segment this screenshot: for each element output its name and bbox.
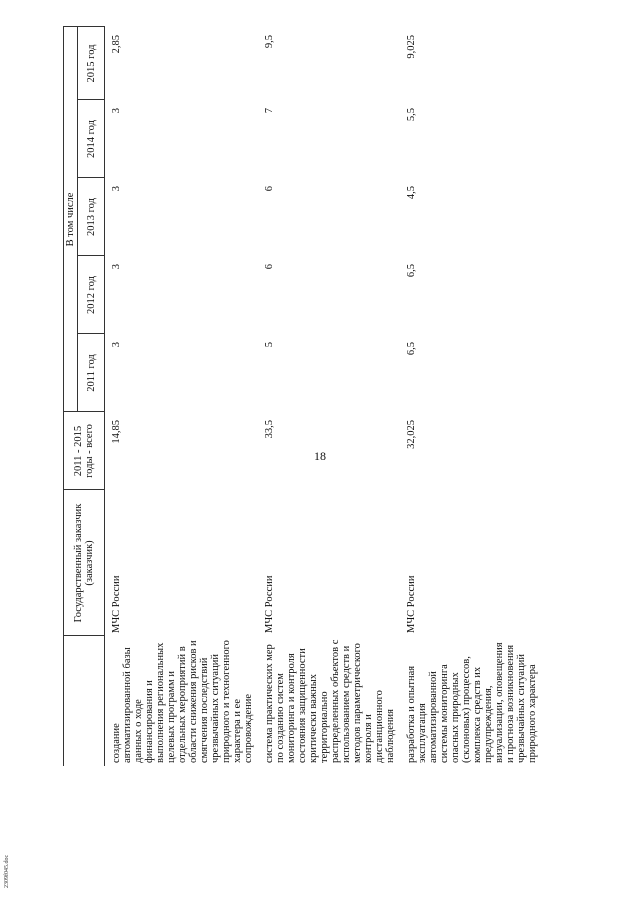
row-2013: 4,5 <box>406 186 417 200</box>
row-2011: 6,5 <box>406 342 417 356</box>
table-row <box>105 27 259 766</box>
header-year-2011: 2011 год <box>78 334 105 412</box>
footer-file-code: 2309f045.doc <box>4 854 10 888</box>
row-description: система практических мер по созданию систем мониторинга и контроля состояния защищенности критически важных территориально распределенных объектов с использованием средств и методов параметрического контроля и дистанционного наблюдения <box>264 639 396 763</box>
page-number: 18 <box>314 449 326 463</box>
row-2013: 6 <box>264 186 275 192</box>
header-total: 2011 - 2015 годы - всего <box>64 412 105 490</box>
funding-table <box>63 26 610 766</box>
row-customer: МЧС России <box>264 575 275 633</box>
row-2014: 7 <box>264 108 275 114</box>
rotated-table-area <box>63 27 602 766</box>
header-group: В том числе <box>64 27 78 412</box>
table-row <box>258 27 400 766</box>
row-customer: МЧС России <box>111 575 122 633</box>
row-2011: 5 <box>264 342 275 348</box>
row-total: 32,025 <box>406 420 417 449</box>
row-2013: 3 <box>111 186 122 192</box>
row-description: разработка и опытная эксплуатация автоматизированной системы мониторинга опасных природных (склоновых) процессов, комплекса средств их предупреждения, визуализации, оповещения и прогноза возникновения чрезвычайных ситуаций природного характера <box>406 642 538 763</box>
header-year-2012: 2012 год <box>78 256 105 334</box>
row-2012: 6 <box>264 264 275 270</box>
row-2015: 9,5 <box>264 34 275 49</box>
header-customer: Государственный заказчик (заказчик) <box>64 490 105 636</box>
table-row <box>400 27 610 766</box>
header-year-2014: 2014 год <box>78 100 105 178</box>
row-total: 14,85 <box>111 420 122 444</box>
rotated-table-frame <box>63 27 602 766</box>
header-blank-cell <box>64 636 105 766</box>
header-year-2015: 2015 год <box>78 27 105 100</box>
row-2014: 3 <box>111 108 122 114</box>
row-customer: МЧС России <box>406 575 417 633</box>
table-header <box>64 27 105 766</box>
row-2011: 3 <box>111 342 122 348</box>
row-2014: 5,5 <box>406 108 417 122</box>
row-2012: 3 <box>111 264 122 270</box>
row-2012: 6,5 <box>406 264 417 278</box>
row-2015: 9,025 <box>406 34 417 59</box>
row-total: 33,5 <box>264 420 275 439</box>
row-2015: 2,85 <box>111 34 122 54</box>
row-description: создание автоматизированной базы данных о ходе финансирования и выполнения региональных целевых программ и отдельных мероприятий в области снижения рисков и смягчения последствий чрезвычайных ситуаций природного и техногенного характера и ее сопровождение <box>111 640 254 763</box>
header-year-2013: 2013 год <box>78 178 105 256</box>
